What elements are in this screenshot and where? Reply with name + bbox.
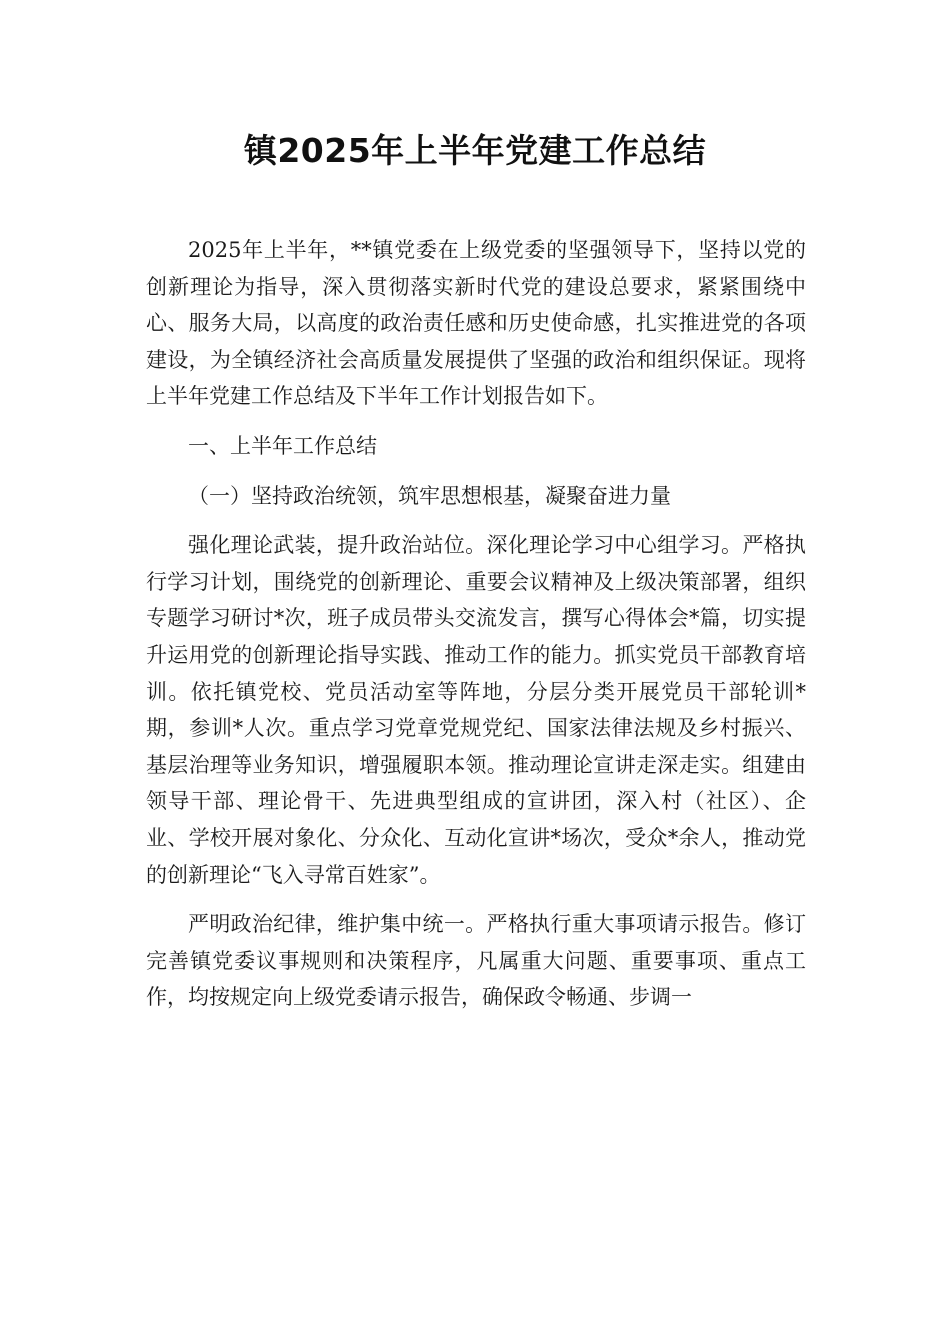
body-paragraph: 强化理论武装，提升政治站位。深化理论学习中心组学习。严格执行学习计划，围绕党的创新理论、重要会议精神及上级决策部署，组织专题学习研讨*次，班子成员带头交流发言，撰写心得体会*篇，切实提升运用党的创新理论指导实践、推动工作的能力。抓实党员干部教育培训。依托镇党校、党员活动室等阵地，分层分类开展党员干部轮训*期，参训*人次。重点学习党章党规党纪、国家法律法规及乡村振兴、基层治理等业务知识，增强履职本领。推动理论宣讲走深走实。组建由领导干部、理论骨干、先进典型组成的宣讲团，深入村（社区）、企业、学校开展对象化、分众化、互动化宣讲*场次，受众*余人，推动党的创新理论“飞入寻常百姓家”。 [146,533,806,887]
section-heading: 一、上半年工作总结 [188,433,377,458]
subsection-heading: （一）坚持政治统领，筑牢思想根基，凝聚奋进力量 [188,483,671,508]
document-body [146,232,806,1029]
body-paragraph: 严明政治纪律，维护集中统一。严格执行重大事项请示报告。修订完善镇党委议事规则和决策程序，凡属重大问题、重要事项、重点工作，均按规定向上级党委请示报告，确保政令畅通、步调一 [146,912,806,1010]
document-title: 镇2025年上半年党建工作总结 [243,131,707,170]
intro-paragraph: 2025年上半年，**镇党委在上级党委的坚强领导下，坚持以党的创新理论为指导，深入贯彻落实新时代党的建设总要求，紧紧围绕中心、服务大局，以高度的政治责任感和历史使命感，扎实推进党的各项建设，为全镇经济社会高质量发展提供了坚强的政治和组织保证。现将上半年党建工作总结及下半年工作计划报告如下。 [146,238,806,409]
